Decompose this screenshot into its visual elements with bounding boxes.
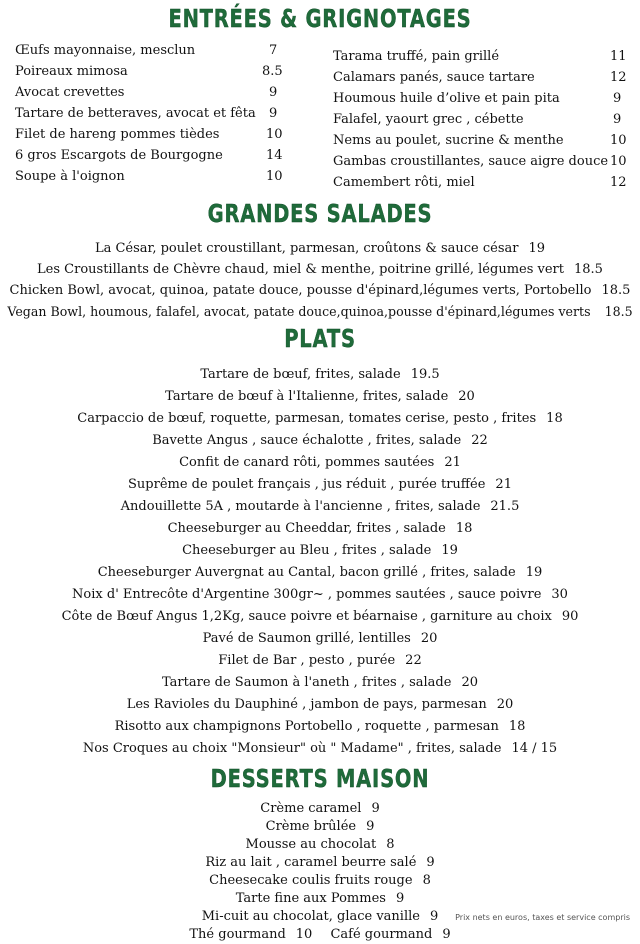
menu-item: Vegan Bowl, houmous, falafel, avocat, patate douce,quinoa,pousse d'épinard,légumes verts 18.5: [7, 304, 633, 319]
menu-item: Tartare de Saumon à l'aneth , frites , salade 20: [162, 675, 478, 690]
menu-item: Œufs mayonnaise, mesclun 7: [15, 43, 278, 58]
salades-title: GRANDES SALADES: [207, 199, 433, 228]
menu-item: Risotto aux champignons Portobello , roquette , parmesan 18: [114, 719, 526, 734]
menu-item: Les Ravioles du Dauphiné , jambon de pays, parmesan 20: [126, 697, 514, 712]
menu-item: Les Croustillants de Chèvre chaud, miel & menthe, poitrine grillé, légumes vert 18.5: [37, 262, 603, 277]
menu-item-gourmand: Thé gourmand 10 Café gourmand 9: [189, 927, 451, 942]
price-footnote: Prix nets en euros, taxes et service compris: [455, 913, 630, 922]
plats-list: [0, 364, 640, 760]
menu-item: Avocat crevettes 9: [15, 85, 278, 100]
menu-item: Noix d' Entrecôte d'Argentine 300gr~ , pommes sautées , sauce poivre 30: [72, 587, 568, 602]
entrees-left-column: [15, 40, 290, 187]
menu-item: Tartare de betteraves, avocat et fêta 9: [15, 106, 278, 121]
salades-list: [0, 238, 640, 322]
menu-item: Suprême de poulet français , jus réduit , purée truffée 21: [128, 477, 512, 492]
menu-item: Nos Croques au choix "Monsieur" où " Madame" , frites, salade 14 / 15: [82, 741, 558, 756]
menu-item: Cheesecake coulis fruits rouge 8: [209, 873, 431, 888]
menu-item: Houmous huile d’olive et pain pita 9: [333, 91, 622, 106]
menu-item: Cheeseburger Auvergnat au Cantal, bacon grillé , frites, salade 19: [97, 565, 543, 580]
menu-item: Nems au poulet, sucrine & menthe 10: [333, 133, 627, 148]
menu-item: Crème brûlée 9: [265, 819, 375, 834]
menu-item: Carpaccio de bœuf, roquette, parmesan, tomates cerise, pesto , frites 18: [77, 411, 563, 426]
menu-item: Tartare de bœuf, frites, salade 19.5: [200, 367, 440, 382]
desserts-list: [0, 800, 640, 944]
menu-item: Andouillette 5A , moutarde à l'ancienne , frites, salade 21.5: [120, 499, 520, 514]
menu-item: Filet de Bar , pesto , purée 22: [218, 653, 422, 668]
menu-item: Cheeseburger au Cheeddar, frites , salade 18: [167, 521, 473, 536]
menu-item: Bavette Angus , sauce échalotte , frites, salade 22: [152, 433, 488, 448]
menu-item: Calamars panés, sauce tartare 12: [333, 70, 627, 85]
menu-item: Riz au lait , caramel beurre salé 9: [205, 855, 435, 870]
menu-item: Tarte fine aux Pommes 9: [235, 891, 405, 906]
menu-item: 6 gros Escargots de Bourgogne 14: [15, 148, 283, 163]
menu-item: Mousse au chocolat 8: [245, 837, 395, 852]
menu-item: Mi-cuit au chocolat, glace vanille 9: [201, 909, 439, 924]
menu-item: Chicken Bowl, avocat, quinoa, patate douce, pousse d'épinard,légumes verts, Portobello 18.5: [9, 283, 631, 298]
menu-item: Confit de canard rôti, pommes sautées 21: [179, 455, 461, 470]
plats-title: PLATS: [284, 324, 356, 353]
menu-item: Falafel, yaourt grec , cébette 9: [333, 112, 622, 127]
menu-item: Soupe à l'oignon 10: [15, 169, 283, 184]
menu-item: Filet de hareng pommes tièdes 10: [15, 127, 283, 142]
menu-item: La César, poulet croustillant, parmesan, croûtons & sauce césar 19: [94, 241, 546, 256]
menu-item: Camembert rôti, miel 12: [333, 175, 627, 190]
menu-item: Tarama truffé, pain grillé 11: [333, 49, 627, 64]
desserts-title: DESSERTS MAISON: [210, 764, 430, 793]
menu-item: Crème caramel 9: [260, 801, 380, 816]
menu-item: Pavé de Saumon grillé, lentilles 20: [202, 631, 438, 646]
entrees-title: ENTRÉES & GRIGNOTAGES: [168, 4, 472, 33]
menu-item: Poireaux mimosa 8.5: [15, 64, 283, 79]
menu-item: Tartare de bœuf à l'Italienne, frites, salade 20: [165, 389, 475, 404]
menu-item: Cheeseburger au Bleu , frites , salade 19: [182, 543, 458, 558]
menu-item: Gambas croustillantes, sauce aigre douce 10: [333, 154, 627, 169]
entrees-right-column: [333, 46, 633, 193]
menu-item: Côte de Bœuf Angus 1,2Kg, sauce poivre et béarnaise , garniture au choix 90: [61, 609, 579, 624]
